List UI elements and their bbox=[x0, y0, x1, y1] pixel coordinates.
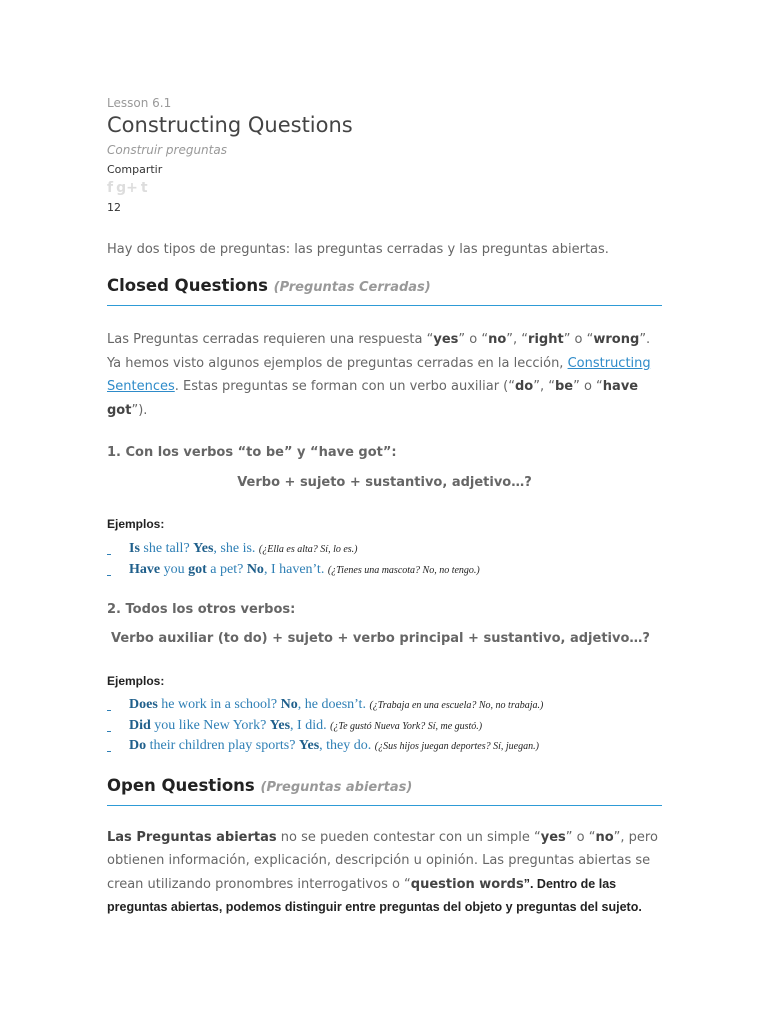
answer-word: No bbox=[246, 561, 264, 577]
closed-heading-sub: (Preguntas Cerradas) bbox=[273, 280, 431, 295]
list-item bbox=[107, 695, 662, 716]
article bbox=[107, 95, 662, 920]
text: , they do. bbox=[319, 738, 375, 753]
translation: (¿Tienes una mascota? No, no tengo.) bbox=[327, 564, 480, 576]
answer-word: Yes bbox=[269, 717, 291, 733]
text: he work in a school? bbox=[157, 697, 281, 712]
text: she tall? bbox=[139, 541, 194, 556]
text: ” o “ bbox=[565, 829, 596, 845]
text: a pet? bbox=[206, 561, 247, 577]
open-heading-sub: (Preguntas abiertas) bbox=[260, 779, 413, 795]
keyword: got bbox=[188, 561, 207, 577]
social-share-buttons bbox=[107, 179, 662, 197]
keyword-have-got: have got bbox=[107, 379, 639, 418]
list-item bbox=[107, 539, 662, 560]
text: , I did. bbox=[290, 717, 331, 733]
aux-verb: Is bbox=[129, 541, 140, 556]
text: ”, “ bbox=[533, 379, 555, 394]
text: , she is. bbox=[213, 541, 259, 556]
text: Las Preguntas cerradas requieren una respuesta “ bbox=[107, 332, 434, 347]
page-subtitle: Construir preguntas bbox=[107, 143, 227, 157]
text: ”. bbox=[523, 876, 534, 891]
aux-verb: Have bbox=[129, 561, 161, 577]
text: ” o “ bbox=[573, 379, 603, 394]
list-item bbox=[107, 716, 662, 737]
keyword-be: be bbox=[554, 379, 574, 394]
text: ” o “ bbox=[458, 332, 489, 347]
examples-label-1: Ejemplos: bbox=[107, 517, 165, 531]
text: ”, “ bbox=[506, 332, 529, 347]
closed-questions-paragraph bbox=[107, 328, 662, 422]
page-title: Constructing Questions bbox=[107, 113, 353, 137]
section-2-heading: 2. Todos los otros verbos: bbox=[107, 602, 296, 617]
text: ”. Ya hemos visto algunos ejemplos de preguntas cerradas en la lección, bbox=[107, 332, 651, 371]
text: you like New York? bbox=[150, 717, 270, 733]
object-subject-note: Dentro de las preguntas abiertas, podemos distinguir entre preguntas del objeto y preguntas del sujeto. bbox=[107, 876, 642, 914]
section-1-heading: 1. Con los verbos “to be” y “have got”: bbox=[107, 445, 397, 460]
text: you bbox=[160, 561, 189, 577]
keyword-right: right bbox=[528, 332, 564, 347]
facebook-icon[interactable]: f bbox=[107, 180, 114, 196]
share-label: Compartir bbox=[107, 163, 163, 176]
bullet-marker bbox=[107, 741, 111, 752]
text: no se pueden contestar con un simple “ bbox=[276, 829, 541, 845]
aux-verb: Do bbox=[129, 738, 147, 753]
aux-verb: Does bbox=[129, 697, 158, 712]
bullet-marker bbox=[107, 544, 111, 555]
translation: (¿Te gustó Nueva York? Sí, me gustó.) bbox=[330, 720, 483, 732]
constructing-sentences-link[interactable]: Constructing Sentences bbox=[107, 355, 651, 394]
keyword-open-questions: Las Preguntas abiertas bbox=[107, 829, 277, 845]
list-item bbox=[107, 560, 662, 581]
text: . Estas preguntas se forman con un verbo auxiliar (“ bbox=[174, 379, 515, 394]
list-item bbox=[107, 736, 662, 757]
keyword-do: do bbox=[514, 379, 534, 394]
lesson-number: Lesson 6.1 bbox=[107, 96, 172, 110]
keyword-wrong: wrong bbox=[593, 332, 640, 347]
text: , he doesn’t. bbox=[297, 697, 370, 712]
answer-word: No bbox=[280, 697, 298, 712]
twitter-icon[interactable]: t bbox=[140, 180, 148, 196]
keyword-question-words: question words bbox=[410, 876, 524, 892]
keyword-yes: yes bbox=[433, 332, 459, 347]
aux-verb: Did bbox=[129, 717, 151, 733]
bullet-marker bbox=[107, 565, 111, 576]
text: their children play sports? bbox=[146, 738, 299, 753]
bullet-marker bbox=[107, 700, 111, 711]
examples-list-2 bbox=[107, 695, 662, 757]
share-count: 12 bbox=[107, 201, 121, 214]
keyword-no: no bbox=[488, 332, 507, 347]
examples-label-2: Ejemplos: bbox=[107, 674, 165, 688]
bullet-marker bbox=[107, 721, 111, 732]
closed-questions-heading bbox=[107, 275, 662, 306]
open-questions-heading bbox=[107, 775, 662, 806]
google-plus-icon[interactable]: g+ bbox=[116, 180, 138, 196]
examples-list-1 bbox=[107, 539, 662, 580]
open-heading-text: Open Questions bbox=[107, 775, 255, 795]
keyword-no: no bbox=[595, 829, 614, 845]
answer-word: Yes bbox=[193, 541, 214, 556]
translation: (¿Ella es alta? Sí, lo es.) bbox=[258, 544, 358, 555]
formula-1: Verbo + sujeto + sustantivo, adjetivo…? bbox=[237, 475, 532, 490]
intro-paragraph: Hay dos tipos de preguntas: las preguntas cerradas y las preguntas abiertas. bbox=[107, 242, 609, 257]
text: ”). bbox=[131, 402, 148, 418]
formula-2: Verbo auxiliar (to do) + sujeto + verbo principal + sustantivo, adjetivo…? bbox=[111, 631, 650, 646]
open-questions-paragraph bbox=[107, 826, 662, 920]
translation: (¿Sus hijos juegan deportes? Sí, juegan.) bbox=[374, 741, 539, 752]
closed-heading-text: Closed Questions bbox=[107, 276, 268, 295]
text: , I haven’t. bbox=[263, 561, 328, 577]
text: ”, pero obtienen información, explicación, descripción u opinión. Las preguntas abiertas se crean utilizando pronombres interrogativos o “ bbox=[107, 829, 658, 892]
answer-word: Yes bbox=[298, 738, 320, 753]
text: ” o “ bbox=[563, 332, 594, 347]
keyword-yes: yes bbox=[540, 829, 566, 845]
translation: (¿Trabaja en una escuela? No, no trabaja.) bbox=[369, 700, 544, 711]
